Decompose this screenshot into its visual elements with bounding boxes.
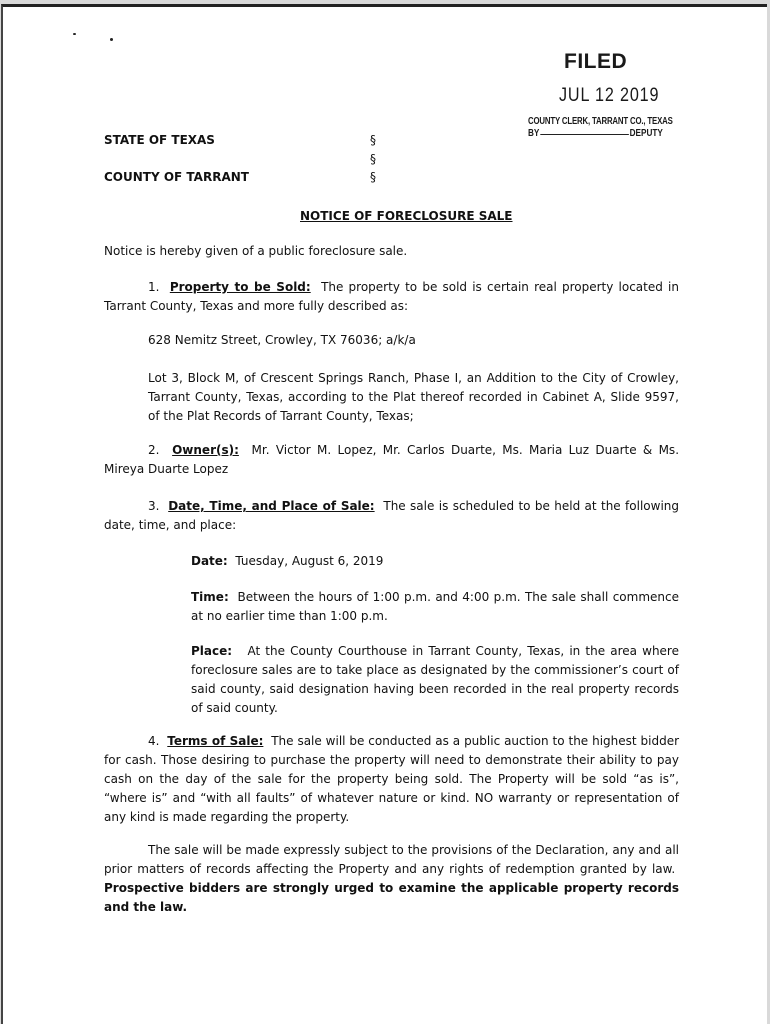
date-value: Tuesday, August 6, 2019 (235, 554, 384, 568)
date-label: Date: (191, 554, 228, 568)
section-mark: § (370, 170, 376, 184)
section-heading: Owner(s): (172, 443, 239, 457)
section-3-paragraph (104, 497, 679, 535)
legal-description: Lot 3, Block M, of Crescent Springs Ranch, Phase I, an Addition to the City of Crowley, Tarrant County, Texas, according to the Plat thereof recorded in Cabinet A, Slide 9597, of the Plat Records of Tarrant County, Texas; (148, 371, 679, 423)
section-4-paragraph (104, 732, 679, 827)
scan-speck (110, 38, 113, 41)
closing-bold-text: Prospective bidders are strongly urged to examine the applicable property records and the law. (104, 881, 679, 914)
closing-text: The sale will be made expressly subject to the provisions of the Declaration, any and all prior matters of records affecting the Property and any rights of redemption granted by law. (104, 843, 679, 876)
section-heading: Property to be Sold: (169, 280, 311, 294)
property-address: 628 Nemitz Street, Crowley, TX 76036; a/k/a (148, 333, 416, 347)
section-text: The sale is scheduled to be held at the following date, time, and place: (104, 499, 679, 532)
section-number: 1. (148, 280, 160, 294)
stamp-deputy-label: DEPUTY (629, 128, 663, 139)
section-number: 3. (148, 499, 160, 513)
time-label: Time: (191, 590, 229, 604)
signature-line (540, 134, 629, 135)
state-caption: STATE OF TEXAS (104, 133, 215, 147)
filed-stamp-date: JUL 12 2019 (559, 85, 660, 106)
section-mark: § (370, 133, 376, 147)
section-text: The property to be sold is certain real property located in Tarrant County, Texas and more fully described as: (104, 280, 679, 313)
section-text: The sale will be conducted as a public auction to the highest bidder for cash. Those desiring to purchase the property will need to demonstrate their ability to pay cash on the day of the sale for the property being sold. The Property will be sold “as is”, “where is” and “with all faults” of whatever nature or kind. NO warranty or representation of any kind is made regarding the property. (104, 734, 680, 824)
stamp-by-label: BY (528, 128, 540, 139)
county-caption: COUNTY OF TARRANT (104, 170, 249, 184)
place-value: At the County Courthouse in Tarrant County, Texas, in the area where foreclosure sales are to take place as designated by the commissioner’s court of said county, said designation having been recorded in the real property records of said county. (191, 644, 679, 715)
closing-paragraph (104, 841, 679, 917)
section-heading: Terms of Sale: (167, 734, 264, 748)
sale-date (191, 552, 383, 570)
filed-stamp-title: FILED (564, 50, 628, 73)
place-label: Place: (191, 644, 233, 658)
sale-place (191, 642, 679, 718)
scan-speck (73, 33, 76, 35)
section-mark: § (370, 152, 376, 166)
sale-time (191, 588, 679, 626)
section-number: 2. (148, 443, 160, 457)
document-page (1, 4, 767, 1024)
section-text: Mr. Victor M. Lopez, Mr. Carlos Duarte, Ms. Maria Luz Duarte & Ms. Mireya Duarte Lopez (104, 443, 680, 476)
filed-stamp-clerk: COUNTY CLERK, TARRANT CO., TEXAS (528, 116, 673, 127)
section-number: 4. (148, 734, 160, 748)
section-heading: Date, Time, and Place of Sale: (168, 499, 375, 513)
document-title: NOTICE OF FORECLOSURE SALE (300, 209, 513, 223)
section-2-paragraph (104, 441, 679, 479)
intro-text: Notice is hereby given of a public foreclosure sale. (104, 244, 408, 258)
time-value: Between the hours of 1:00 p.m. and 4:00 p.m. The sale shall commence at no earlier time than 1:00 p.m. (191, 590, 679, 623)
filed-stamp-by-line (528, 128, 663, 139)
section-1-paragraph (104, 278, 679, 316)
